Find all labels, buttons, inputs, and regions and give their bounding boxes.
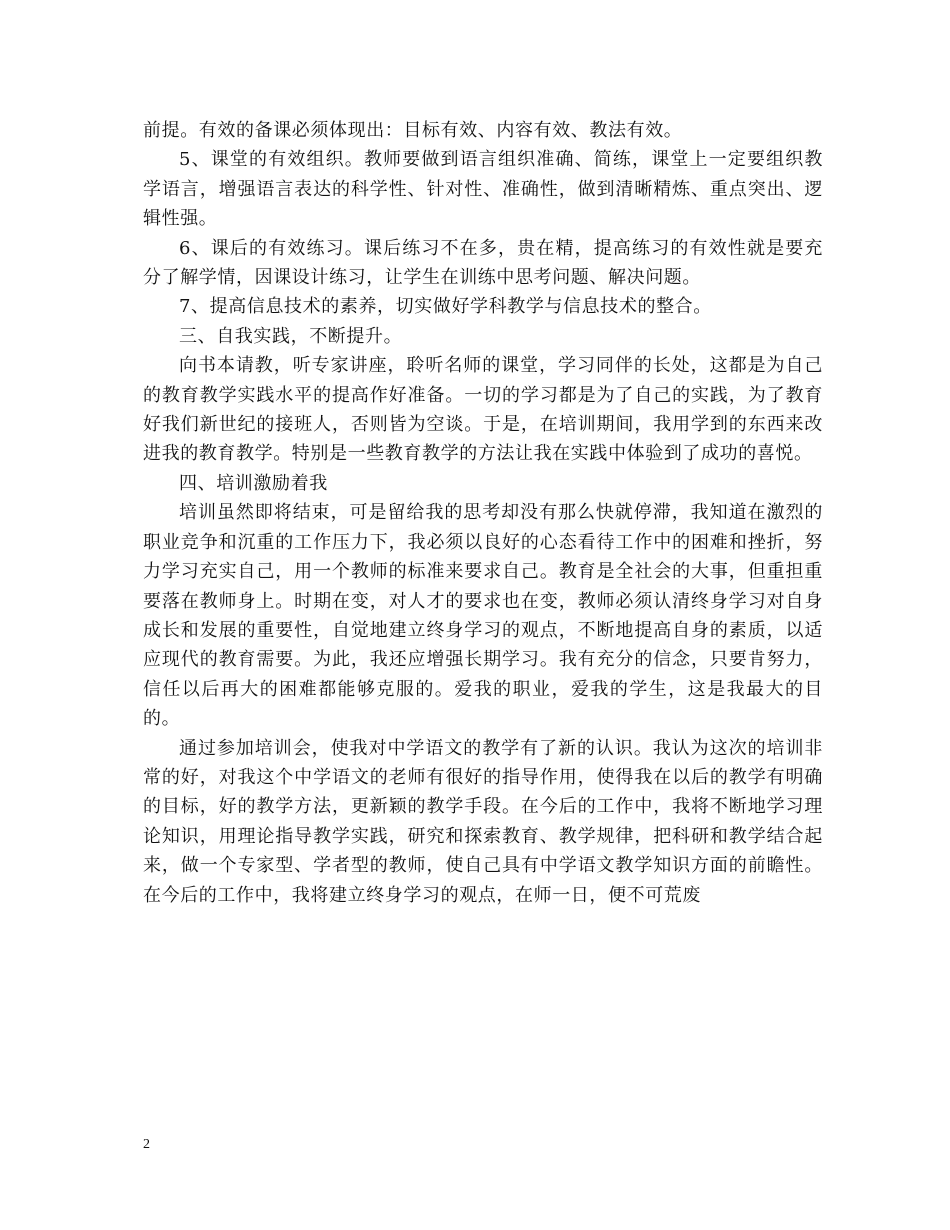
- paragraph-self-practice: 向书本请教，听专家讲座，聆听名师的课堂，学习同伴的长处，这都是为自己的教育教学实践水平的提高作好准备。一切的学习都是为了自己的实践，为了教育好我们新世纪的接班人，否则皆为空谈。于是，在培训期间，我用学到的东西来改进我的教育教学。特别是一些教育教学的方法让我在实践中体验到了成功的喜悦。: [143, 355, 823, 465]
- paragraph-item-7: 7、提高信息技术的素养，切实做好学科教学与信息技术的整合。: [179, 296, 712, 318]
- paragraph-item-6: 6、课后的有效练习。课后练习不在多，贵在精，提高练习的有效性就是要充分了解学情，因课设计练习，让学生在训练中思考问题、解决问题。: [143, 237, 823, 289]
- paragraph-motivation: 培训虽然即将结束，可是留给我的思考却没有那么快就停滞，我知道在激烈的职业竞争和沉重的工作压力下，我必须以良好的心态看待工作中的困难和挫折，努力学习充实自己，用一个教师的标准来要求自己。教育是全社会的大事，但重担重要落在教师身上。时期在变，对人才的要求也在变，教师必须认清终身学习对自身成长和发展的重要性，自觉地建立终身学习的观点，不断地提高自身的素质，以适应现代的教育需要。为此，我还应增强长期学习。我有充分的信念，只要肯努力，信任以后再大的困难都能够克服的。爱我的职业，爱我的学生，这是我最大的目的。: [143, 502, 823, 730]
- paragraph-continuation: 前提。有效的备课必须体现出：目标有效、内容有效、教法有效。: [143, 120, 683, 141]
- paragraph-conclusion: 通过参加培训会，使我对中学语文的教学有了新的认识。我认为这次的培训非常的好，对我这个中学语文的老师有很好的指导作用，使得我在以后的教学有明确的目标，好的教学方法，更新颖的教学手段。在今后的工作中，我将不断地学习理论知识，用理论指导教学实践，研究和探索教育、教学规律，把科研和教学结合起来，做一个专家型、学者型的教师，使自己具有中学语文教学知识方面的前瞻性。在今后的工作中，我将建立终身学习的观点，在师一日，便不可荒废: [143, 737, 823, 906]
- document-body: [143, 116, 823, 910]
- page-number: 2: [143, 1137, 150, 1152]
- section-heading-4: 四、培训激励着我: [179, 472, 328, 494]
- section-heading-3: 三、自我实践，不断提升。: [179, 325, 403, 347]
- paragraph-item-5: 5、课堂的有效组织。教师要做到语言组织准确、简练，课堂上一定要组织教学语言，增强语言表达的科学性、针对性、准确性，做到清晰精炼、重点突出、逻辑性强。: [143, 149, 823, 230]
